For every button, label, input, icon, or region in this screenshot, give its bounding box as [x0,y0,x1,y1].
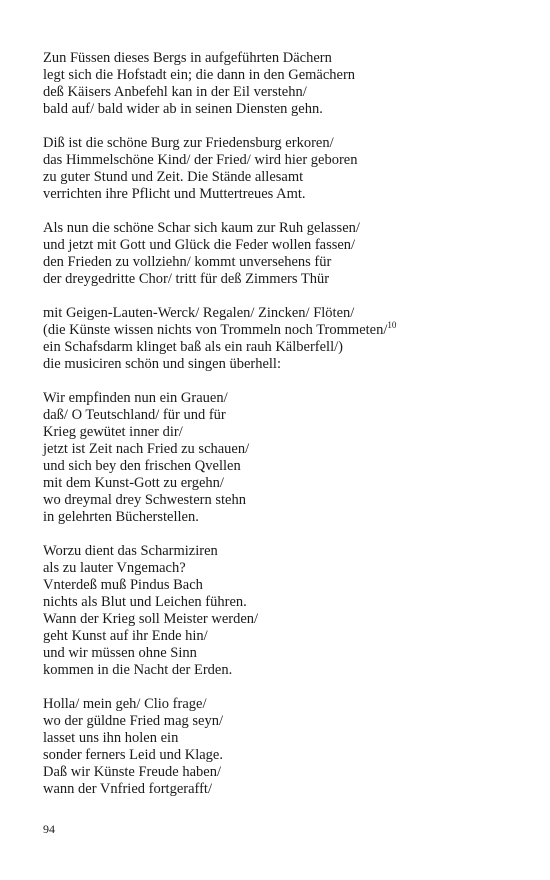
verse-line: Vnterdeß muß Pindus Bach [43,577,203,593]
verse-line: der dreygedritte Chor/ tritt für deß Zimmers Thür [43,271,330,287]
verse-line: das Himmelschöne Kind/ der Fried/ wird hier geboren [43,152,358,168]
verse-line: Daß wir Künste Freude haben/ [43,764,221,780]
verse-line: verrichten ihre Pflicht und Muttertreues Amt. [43,186,306,202]
verse-line: daß/ O Teutschland/ für und für [43,407,226,423]
verse-line: mit dem Kunst-Gott zu ergehn/ [43,475,224,491]
verse-line: sonder ferners Leid und Klage. [43,747,223,763]
verse-line: Worzu dient das Scharmiziren [43,543,218,559]
verse-line: und jetzt mit Gott und Glück die Feder wollen fassen/ [43,237,356,253]
verse-line: wo der güldne Fried mag seyn/ [43,713,224,729]
verse-line: und wir müssen ohne Sinn [43,645,197,661]
verse-line: Krieg gewütet inner dir/ [43,424,183,440]
page-number: 94 [43,822,55,836]
stanza-6 [43,543,513,679]
verse-line: deß Käisers Anbefehl kan in der Eil verstehn/ [43,84,307,100]
verse-line: und sich bey den frischen Qvellen [43,458,241,474]
verse-line: Wir empfinden nun ein Grauen/ [43,390,228,406]
verse-line: legt sich die Hofstadt ein; die dann in den Gemächern [43,67,356,83]
verse-text: (die Künste wissen nichts von Trommeln noch Trommeten/ [43,322,388,338]
verse-line: den Frieden zu vollziehn/ kommt unversehens für [43,254,332,270]
verse-line: Zun Füssen dieses Bergs in aufgeführten Dächern [43,50,332,66]
verse-line: mit Geigen-Lauten-Werck/ Regalen/ Zincken/ Flöten/ [43,305,355,321]
verse-line: lasset uns ihn holen ein [43,730,179,746]
verse-line: die musiciren schön und singen überhell: [43,356,281,372]
stanza-5 [43,390,513,526]
stanza-1 [43,50,513,118]
verse-line: wo dreymal drey Schwestern stehn [43,492,246,508]
stanza-4 [43,305,513,373]
verse-line: bald auf/ bald wider ab in seinen Diensten gehn. [43,101,323,117]
verse-line: geht Kunst auf ihr Ende hin/ [43,628,208,644]
verse-line: Als nun die schöne Schar sich kaum zur Ruh gelassen/ [43,220,360,236]
verse-line: Wann der Krieg soll Meister werden/ [43,611,259,627]
verse-line: zu guter Stund und Zeit. Die Stände allesamt [43,169,304,185]
verse-line: kommen in die Nacht der Erden. [43,662,233,678]
verse-line-with-note [43,322,513,339]
verse-line: in gelehrten Bücherstellen. [43,509,199,525]
verse-line: Holla/ mein geh/ Clio frage/ [43,696,207,712]
footnote-reference: 10 [387,320,397,331]
stanza-2 [43,135,513,203]
verse-line: als zu lauter Vngemach? [43,560,186,576]
verse-line: ein Schafsdarm klinget baß als ein rauh Kälberfell/) [43,339,343,355]
verse-line: wann der Vnfried fortgerafft/ [43,781,212,797]
stanza-7 [43,696,513,798]
stanza-3 [43,220,513,288]
verse-line: jetzt ist Zeit nach Fried zu schauen/ [43,441,250,457]
poem-text [43,50,513,815]
verse-line: nichts als Blut und Leichen führen. [43,594,247,610]
verse-line: Diß ist die schöne Burg zur Friedensburg erkoren/ [43,135,334,151]
